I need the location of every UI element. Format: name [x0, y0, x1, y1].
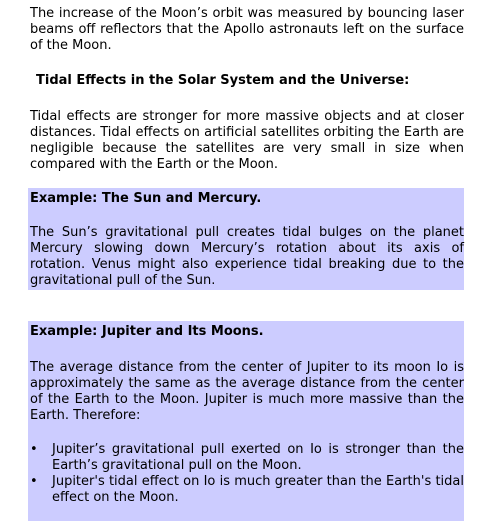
list-item	[28, 442, 464, 474]
example-jupiter-box	[28, 321, 464, 521]
example-jupiter-title: Example: Jupiter and Its Moons.	[30, 324, 264, 339]
list-item-text: Jupiter's tidal effect on Io is much greater than the Earth's tidal effect on the Moon.	[52, 474, 464, 505]
bullet-icon: •	[30, 474, 38, 489]
list-item-text: Jupiter’s gravitational pull exerted on Io is stronger than the Earth’s gravitational pull on the Moon.	[52, 442, 464, 473]
list-item	[28, 474, 464, 506]
intro-paragraph: The increase of the Moon’s orbit was measured by bouncing laser beams off reflectors that the Apollo astronauts left on the surface of the Moon.	[30, 6, 464, 53]
example-sun-mercury-title: Example: The Sun and Mercury.	[30, 191, 262, 206]
section-heading: Tidal Effects in the Solar System and the Universe:	[36, 73, 410, 88]
example-jupiter-text: The average distance from the center of Jupiter to its moon Io is approximately the same as the average distance from the center of the Earth to the Moon. Jupiter is much more massive than the Earth. Therefore:	[30, 360, 464, 423]
example-jupiter-bullet-list	[28, 442, 464, 506]
example-sun-mercury-text: The Sun’s gravitational pull creates tidal bulges on the planet Mercury slowing down Mercury’s rotation about its axis of rotation. Venus might also experience tidal breaking due to the gravitational pull of the Sun.	[30, 225, 464, 288]
section-paragraph: Tidal effects are stronger for more massive objects and at closer distances. Tidal effects on artificial satellites orbiting the Earth are negligible because the satellites are very small in size when compared with the Earth or the Moon.	[30, 109, 464, 172]
example-sun-mercury-box	[28, 188, 464, 290]
bullet-icon: •	[30, 442, 38, 457]
